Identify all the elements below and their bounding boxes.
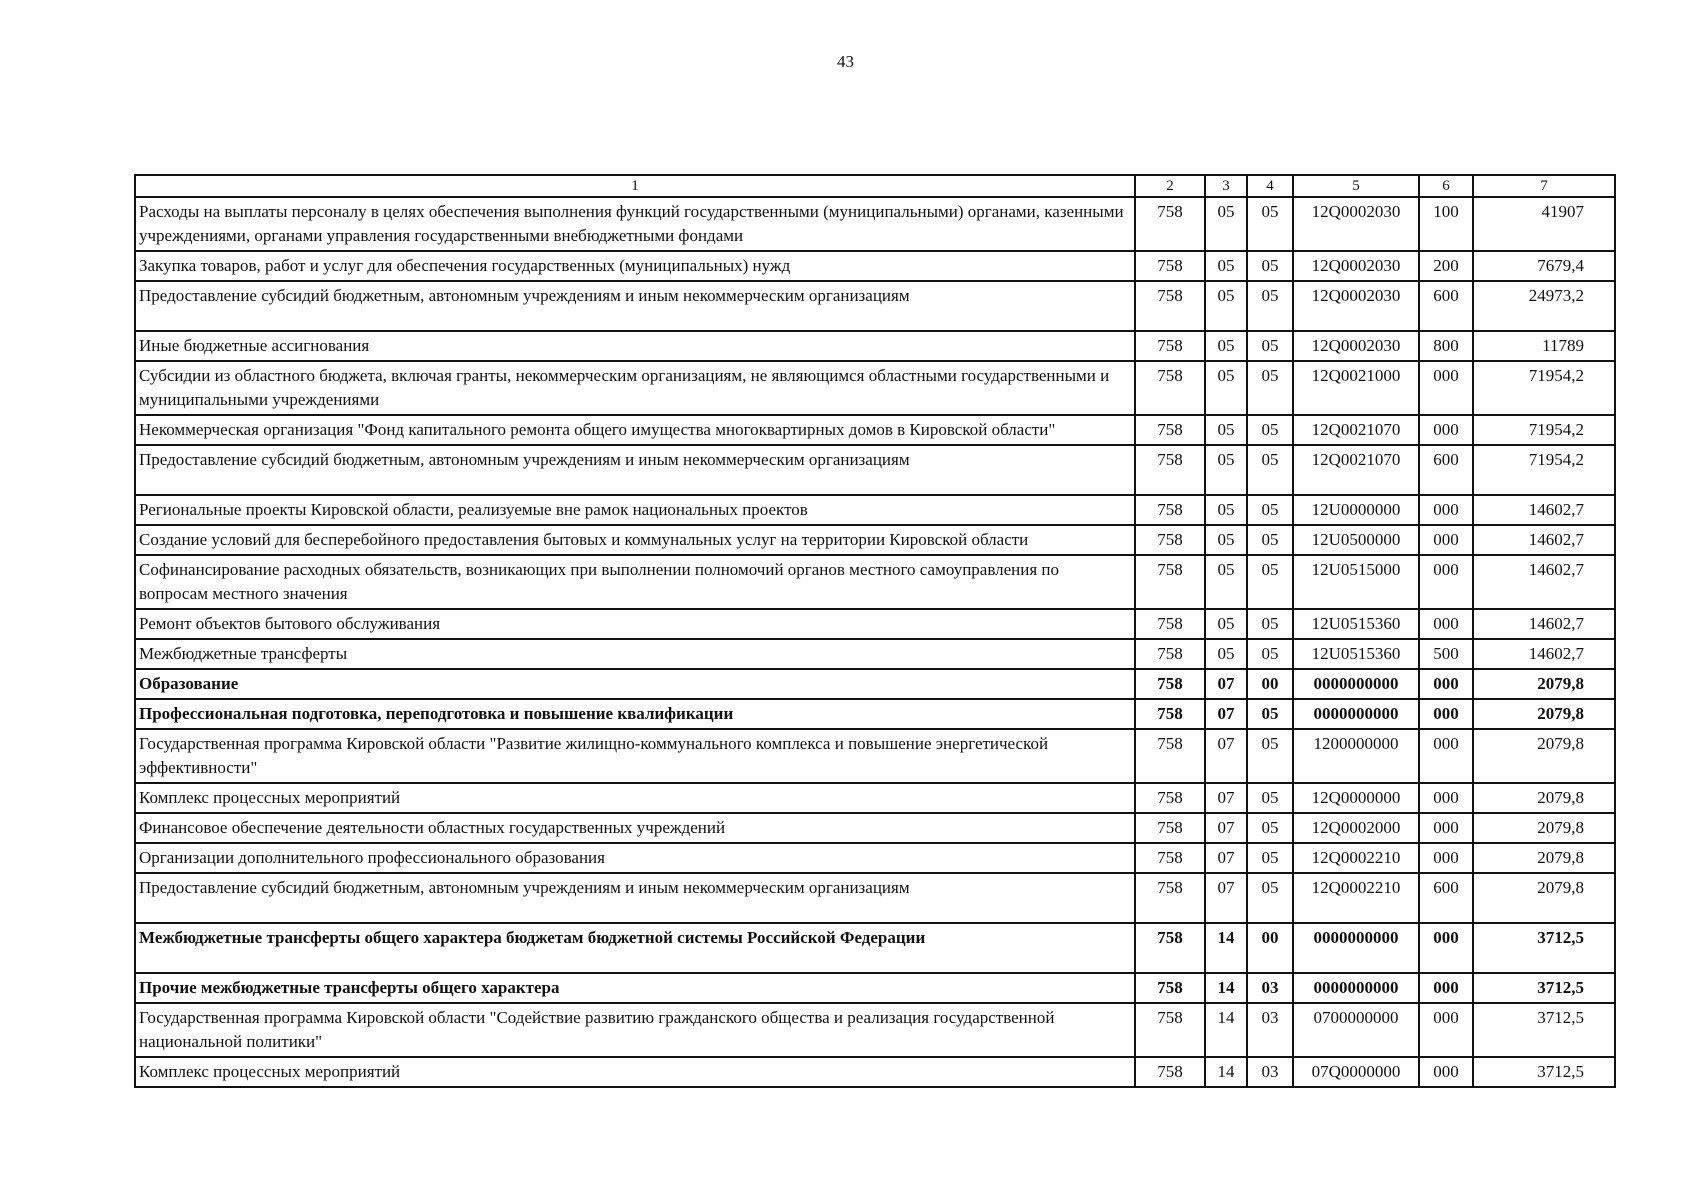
row-description: Предоставление субсидий бюджетным, автономным учреждениям и иным некоммерческим организациям — [135, 873, 1135, 923]
cell-amount: 3712,5 — [1473, 1003, 1615, 1057]
cell-subsection: 03 — [1247, 1057, 1293, 1087]
cell-ministry-code: 758 — [1135, 609, 1205, 639]
cell-ministry-code: 758 — [1135, 197, 1205, 251]
cell-target-article: 07Q0000000 — [1293, 1057, 1419, 1087]
cell-expense-type: 000 — [1419, 669, 1473, 699]
cell-expense-type: 000 — [1419, 555, 1473, 609]
table-row — [135, 251, 1615, 281]
cell-expense-type: 000 — [1419, 525, 1473, 555]
cell-section: 07 — [1205, 843, 1247, 873]
row-description: Прочие межбюджетные трансферты общего характера — [135, 973, 1135, 1003]
row-description: Финансовое обеспечение деятельности областных государственных учреждений — [135, 813, 1135, 843]
cell-section: 05 — [1205, 361, 1247, 415]
cell-expense-type: 600 — [1419, 281, 1473, 331]
cell-amount: 3712,5 — [1473, 1057, 1615, 1087]
cell-ministry-code: 758 — [1135, 331, 1205, 361]
cell-subsection: 05 — [1247, 639, 1293, 669]
cell-ministry-code: 758 — [1135, 495, 1205, 525]
cell-expense-type: 000 — [1419, 415, 1473, 445]
cell-amount: 3712,5 — [1473, 923, 1615, 973]
cell-expense-type: 000 — [1419, 1057, 1473, 1087]
cell-target-article: 0000000000 — [1293, 669, 1419, 699]
table-row — [135, 445, 1615, 495]
cell-subsection: 05 — [1247, 873, 1293, 923]
cell-amount: 2079,8 — [1473, 843, 1615, 873]
row-description: Профессиональная подготовка, переподготовка и повышение квалификации — [135, 699, 1135, 729]
row-description: Закупка товаров, работ и услуг для обеспечения государственных (муниципальных) нужд — [135, 251, 1135, 281]
cell-subsection: 05 — [1247, 495, 1293, 525]
cell-expense-type: 000 — [1419, 609, 1473, 639]
cell-subsection: 05 — [1247, 251, 1293, 281]
row-description: Ремонт объектов бытового обслуживания — [135, 609, 1135, 639]
cell-subsection: 05 — [1247, 699, 1293, 729]
cell-section: 05 — [1205, 609, 1247, 639]
cell-amount: 14602,7 — [1473, 639, 1615, 669]
cell-expense-type: 000 — [1419, 729, 1473, 783]
cell-target-article: 0000000000 — [1293, 973, 1419, 1003]
cell-amount: 2079,8 — [1473, 699, 1615, 729]
cell-subsection: 05 — [1247, 843, 1293, 873]
cell-target-article: 12Q0002210 — [1293, 843, 1419, 873]
cell-section: 05 — [1205, 555, 1247, 609]
cell-section: 05 — [1205, 281, 1247, 331]
cell-expense-type: 000 — [1419, 495, 1473, 525]
cell-ministry-code: 758 — [1135, 251, 1205, 281]
cell-ministry-code: 758 — [1135, 783, 1205, 813]
cell-amount: 2079,8 — [1473, 873, 1615, 923]
row-description: Межбюджетные трансферты общего характера бюджетам бюджетной системы Российской Федерации — [135, 923, 1135, 973]
row-description: Образование — [135, 669, 1135, 699]
cell-section: 05 — [1205, 251, 1247, 281]
table-row — [135, 639, 1615, 669]
cell-section: 07 — [1205, 729, 1247, 783]
cell-ministry-code: 758 — [1135, 923, 1205, 973]
cell-target-article: 12Q0002030 — [1293, 331, 1419, 361]
cell-amount: 14602,7 — [1473, 609, 1615, 639]
cell-ministry-code: 758 — [1135, 843, 1205, 873]
cell-target-article: 12Q0021070 — [1293, 445, 1419, 495]
cell-ministry-code: 758 — [1135, 1003, 1205, 1057]
cell-target-article: 12U0515000 — [1293, 555, 1419, 609]
column-header: 1 — [135, 175, 1135, 197]
column-header: 2 — [1135, 175, 1205, 197]
table-row — [135, 729, 1615, 783]
table-row — [135, 609, 1615, 639]
cell-ministry-code: 758 — [1135, 639, 1205, 669]
cell-section: 07 — [1205, 813, 1247, 843]
cell-amount: 2079,8 — [1473, 813, 1615, 843]
cell-ministry-code: 758 — [1135, 973, 1205, 1003]
table-row — [135, 843, 1615, 873]
cell-subsection: 05 — [1247, 197, 1293, 251]
cell-subsection: 05 — [1247, 281, 1293, 331]
cell-subsection: 00 — [1247, 669, 1293, 699]
cell-section: 07 — [1205, 669, 1247, 699]
cell-amount: 11789 — [1473, 331, 1615, 361]
cell-amount: 14602,7 — [1473, 525, 1615, 555]
cell-target-article: 12Q0002030 — [1293, 197, 1419, 251]
table-row — [135, 783, 1615, 813]
cell-subsection: 05 — [1247, 331, 1293, 361]
cell-ministry-code: 758 — [1135, 699, 1205, 729]
cell-expense-type: 000 — [1419, 699, 1473, 729]
cell-amount: 3712,5 — [1473, 973, 1615, 1003]
cell-amount: 24973,2 — [1473, 281, 1615, 331]
row-description: Софинансирование расходных обязательств, возникающих при выполнении полномочий органов местного самоуправления по вопросам местного значения — [135, 555, 1135, 609]
cell-ministry-code: 758 — [1135, 445, 1205, 495]
cell-subsection: 05 — [1247, 555, 1293, 609]
table-row — [135, 813, 1615, 843]
cell-ministry-code: 758 — [1135, 555, 1205, 609]
cell-amount: 2079,8 — [1473, 729, 1615, 783]
table-row — [135, 281, 1615, 331]
row-description: Комплекс процессных мероприятий — [135, 783, 1135, 813]
cell-subsection: 00 — [1247, 923, 1293, 973]
cell-target-article: 12Q0002000 — [1293, 813, 1419, 843]
row-description: Межбюджетные трансферты — [135, 639, 1135, 669]
cell-expense-type: 600 — [1419, 445, 1473, 495]
table-row — [135, 1003, 1615, 1057]
table-row — [135, 495, 1615, 525]
cell-expense-type: 800 — [1419, 331, 1473, 361]
table-row — [135, 361, 1615, 415]
row-description: Организации дополнительного профессионального образования — [135, 843, 1135, 873]
cell-section: 05 — [1205, 445, 1247, 495]
cell-section: 05 — [1205, 525, 1247, 555]
table-row — [135, 555, 1615, 609]
table-header-row — [135, 175, 1615, 197]
cell-ministry-code: 758 — [1135, 813, 1205, 843]
cell-section: 14 — [1205, 923, 1247, 973]
cell-section: 07 — [1205, 699, 1247, 729]
row-description: Предоставление субсидий бюджетным, автономным учреждениям и иным некоммерческим организациям — [135, 281, 1135, 331]
cell-amount: 71954,2 — [1473, 445, 1615, 495]
cell-amount: 7679,4 — [1473, 251, 1615, 281]
cell-target-article: 12U0500000 — [1293, 525, 1419, 555]
cell-target-article: 12U0515360 — [1293, 609, 1419, 639]
table-row — [135, 873, 1615, 923]
cell-section: 05 — [1205, 639, 1247, 669]
cell-subsection: 03 — [1247, 973, 1293, 1003]
cell-amount: 71954,2 — [1473, 415, 1615, 445]
cell-target-article: 12Q0000000 — [1293, 783, 1419, 813]
cell-amount: 14602,7 — [1473, 555, 1615, 609]
cell-section: 07 — [1205, 873, 1247, 923]
cell-expense-type: 600 — [1419, 873, 1473, 923]
cell-expense-type: 000 — [1419, 843, 1473, 873]
row-description: Государственная программа Кировской области "Развитие жилищно-коммунального комплекса и повышение энергетической эффективности" — [135, 729, 1135, 783]
cell-target-article: 1200000000 — [1293, 729, 1419, 783]
row-description: Предоставление субсидий бюджетным, автономным учреждениям и иным некоммерческим организациям — [135, 445, 1135, 495]
cell-expense-type: 000 — [1419, 973, 1473, 1003]
cell-target-article: 12Q0002030 — [1293, 281, 1419, 331]
cell-target-article: 12U0515360 — [1293, 639, 1419, 669]
cell-expense-type: 000 — [1419, 1003, 1473, 1057]
column-header: 3 — [1205, 175, 1247, 197]
row-description: Создание условий для бесперебойного предоставления бытовых и коммунальных услуг на территории Кировской области — [135, 525, 1135, 555]
cell-subsection: 05 — [1247, 361, 1293, 415]
cell-target-article: 0000000000 — [1293, 699, 1419, 729]
table-row — [135, 197, 1615, 251]
cell-expense-type: 000 — [1419, 923, 1473, 973]
cell-expense-type: 000 — [1419, 813, 1473, 843]
column-header: 6 — [1419, 175, 1473, 197]
cell-subsection: 05 — [1247, 813, 1293, 843]
cell-target-article: 12Q0021070 — [1293, 415, 1419, 445]
cell-ministry-code: 758 — [1135, 415, 1205, 445]
cell-section: 05 — [1205, 495, 1247, 525]
cell-section: 14 — [1205, 973, 1247, 1003]
cell-ministry-code: 758 — [1135, 525, 1205, 555]
table-row — [135, 973, 1615, 1003]
cell-expense-type: 000 — [1419, 783, 1473, 813]
cell-ministry-code: 758 — [1135, 729, 1205, 783]
cell-subsection: 05 — [1247, 783, 1293, 813]
cell-subsection: 05 — [1247, 729, 1293, 783]
row-description: Региональные проекты Кировской области, реализуемые вне рамок национальных проектов — [135, 495, 1135, 525]
row-description: Комплекс процессных мероприятий — [135, 1057, 1135, 1087]
cell-section: 05 — [1205, 197, 1247, 251]
cell-subsection: 05 — [1247, 415, 1293, 445]
column-header: 5 — [1293, 175, 1419, 197]
table-row — [135, 699, 1615, 729]
cell-amount: 14602,7 — [1473, 495, 1615, 525]
row-description: Расходы на выплаты персоналу в целях обеспечения выполнения функций государственными (муниципальными) органами, казенными учреждениями, органами управления государственными внебюджетными фондами — [135, 197, 1135, 251]
column-header: 4 — [1247, 175, 1293, 197]
page-number: 43 — [837, 52, 854, 71]
row-description: Субсидии из областного бюджета, включая гранты, некоммерческим организациям, не являющимся областными государственными и муниципальными учреждениями — [135, 361, 1135, 415]
cell-expense-type: 100 — [1419, 197, 1473, 251]
cell-target-article: 12U0000000 — [1293, 495, 1419, 525]
cell-target-article: 12Q0021000 — [1293, 361, 1419, 415]
cell-target-article: 0000000000 — [1293, 923, 1419, 973]
column-header: 7 — [1473, 175, 1615, 197]
cell-section: 14 — [1205, 1003, 1247, 1057]
cell-subsection: 05 — [1247, 445, 1293, 495]
table-row — [135, 669, 1615, 699]
cell-ministry-code: 758 — [1135, 361, 1205, 415]
cell-subsection: 05 — [1247, 609, 1293, 639]
cell-amount: 2079,8 — [1473, 783, 1615, 813]
cell-ministry-code: 758 — [1135, 1057, 1205, 1087]
row-description: Иные бюджетные ассигнования — [135, 331, 1135, 361]
cell-target-article: 12Q0002210 — [1293, 873, 1419, 923]
cell-expense-type: 000 — [1419, 361, 1473, 415]
cell-target-article: 0700000000 — [1293, 1003, 1419, 1057]
cell-target-article: 12Q0002030 — [1293, 251, 1419, 281]
budget-table — [134, 174, 1616, 1088]
cell-ministry-code: 758 — [1135, 281, 1205, 331]
table-row — [135, 1057, 1615, 1087]
cell-amount: 2079,8 — [1473, 669, 1615, 699]
cell-ministry-code: 758 — [1135, 873, 1205, 923]
cell-section: 05 — [1205, 415, 1247, 445]
table-row — [135, 923, 1615, 973]
cell-section: 07 — [1205, 783, 1247, 813]
cell-subsection: 03 — [1247, 1003, 1293, 1057]
cell-expense-type: 200 — [1419, 251, 1473, 281]
cell-section: 14 — [1205, 1057, 1247, 1087]
cell-subsection: 05 — [1247, 525, 1293, 555]
cell-amount: 41907 — [1473, 197, 1615, 251]
cell-expense-type: 500 — [1419, 639, 1473, 669]
table-row — [135, 415, 1615, 445]
cell-section: 05 — [1205, 331, 1247, 361]
row-description: Некоммерческая организация "Фонд капитального ремонта общего имущества многоквартирных домов в Кировской области" — [135, 415, 1135, 445]
cell-amount: 71954,2 — [1473, 361, 1615, 415]
cell-ministry-code: 758 — [1135, 669, 1205, 699]
row-description: Государственная программа Кировской области "Содействие развитию гражданского общества и реализация государственной национальной политики" — [135, 1003, 1135, 1057]
table-row — [135, 331, 1615, 361]
table-row — [135, 525, 1615, 555]
